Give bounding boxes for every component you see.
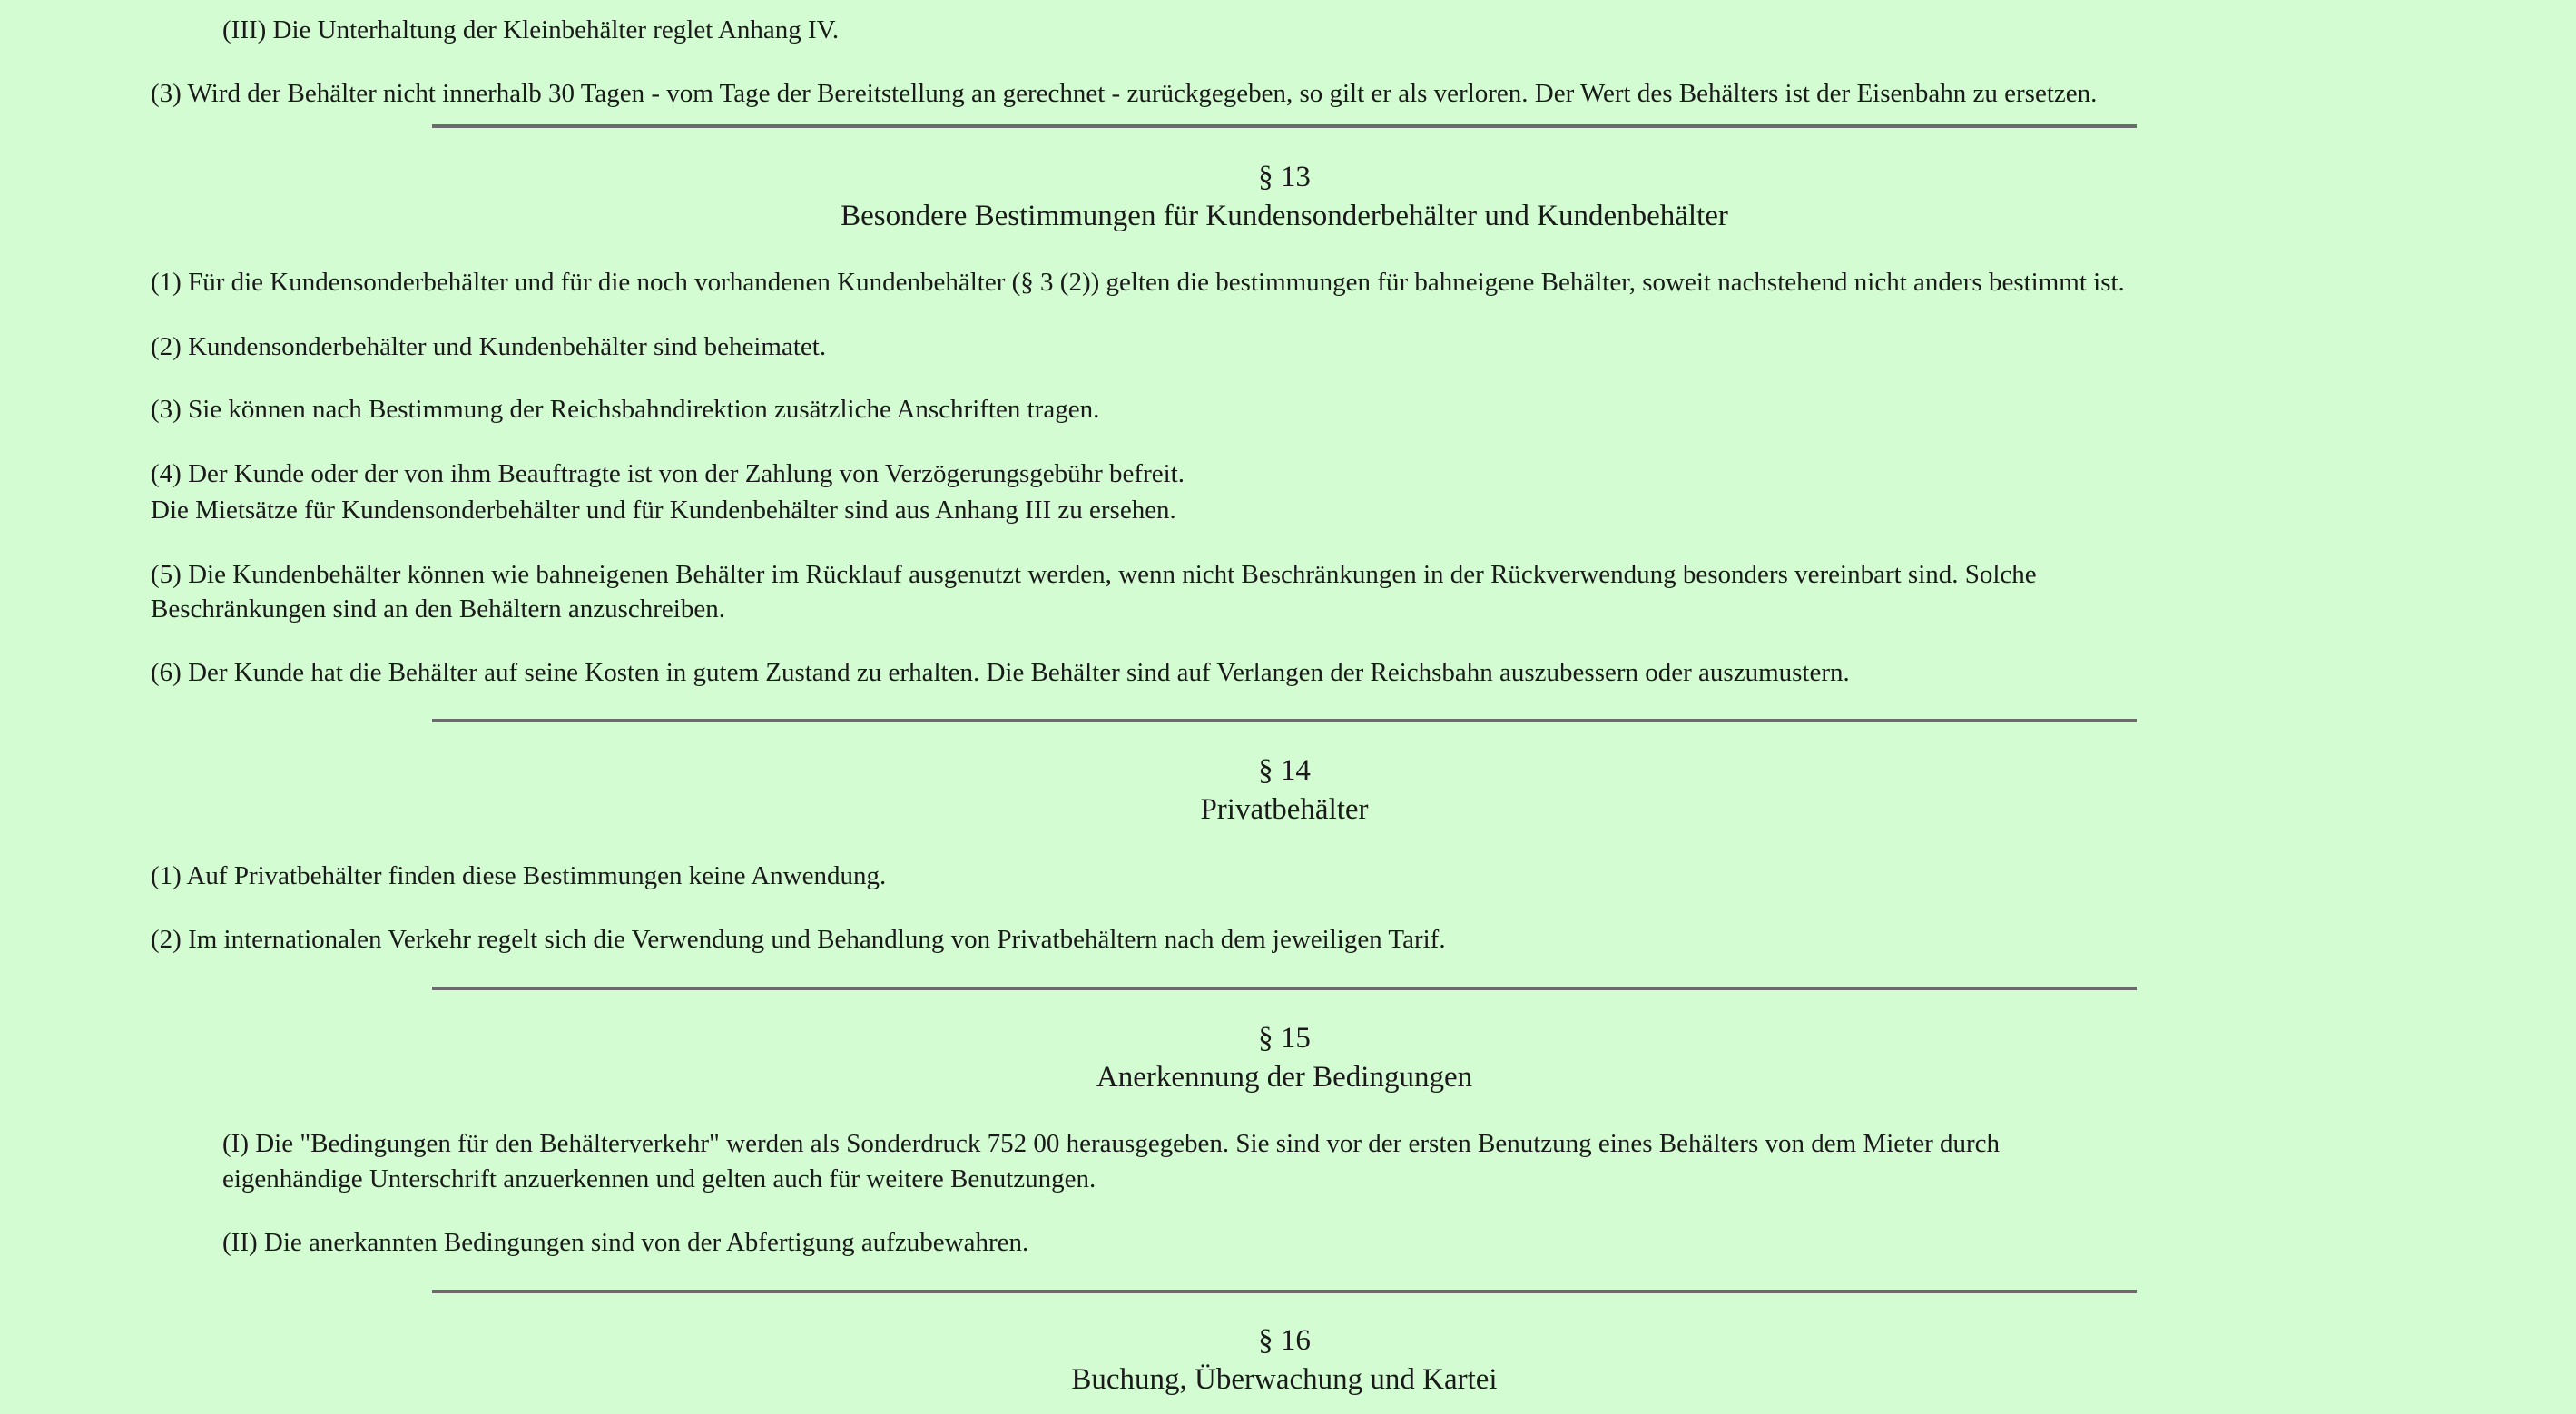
section-divider	[432, 124, 2137, 128]
section-16-title: Buchung, Überwachung und Kartei	[1071, 1363, 1498, 1396]
s14-paragraph-1: (1) Auf Privatbehälter finden diese Bestimmungen keine Anwendung.	[151, 861, 887, 890]
section-16-number: § 16	[1258, 1324, 1311, 1357]
s15-paragraph-I-line-1: (I) Die "Bedingungen für den Behälterverkehr" werden als Sonderdruck 752 00 herausgegeben. Sie sind vor der ersten Benutzung eines Behälters von dem Mieter durch	[222, 1129, 2001, 1158]
s13-paragraph-6: (6) Der Kunde hat die Behälter auf seine Kosten in gutem Zustand zu erhalten. Die Behälter sind auf Verlangen der Reichsbahn auszubessern oder auszumustern.	[151, 658, 1850, 687]
section-14-number: § 14	[1258, 754, 1311, 787]
s13-paragraph-1: (1) Für die Kundensonderbehälter und für die noch vorhandenen Kundenbehälter (§ 3 (2)) gelten die bestimmungen für bahneigene Behälter, soweit nachstehend nicht anders bestimmt ist.	[151, 268, 2125, 297]
s13-paragraph-5-line-2: Beschränkungen sind an den Behältern anzuschreiben.	[151, 594, 725, 624]
section-13-number: § 13	[1258, 161, 1311, 193]
section-14-title: Privatbehälter	[1200, 793, 1369, 826]
s13-paragraph-2: (2) Kundensonderbehälter und Kundenbehälter sind beheimatet.	[151, 332, 827, 361]
s13-paragraph-4-line-2: Die Mietsätze für Kundensonderbehälter und für Kundenbehälter sind aus Anhang III zu ersehen.	[151, 496, 1176, 525]
s13-paragraph-3: (3) Sie können nach Bestimmung der Reichsbahndirektion zusätzliche Anschriften tragen.	[151, 395, 1100, 424]
section-15-title: Anerkennung der Bedingungen	[1096, 1061, 1473, 1094]
paragraph-3-container-lost: (3) Wird der Behälter nicht innerhalb 30 Tagen - vom Tage der Bereitstellung an gerechnet - zurückgegeben, so gilt er als verloren. Der Wert des Behälters ist der Eisenbahn zu ersetzen.	[151, 79, 2098, 108]
s15-paragraph-I-line-2: eigenhändige Unterschrift anzuerkennen und gelten auch für weitere Benutzungen.	[222, 1164, 1096, 1193]
section-15-number: § 15	[1258, 1022, 1311, 1055]
section-13-title: Besondere Bestimmungen für Kundensonderbehälter und Kundenbehälter	[841, 200, 1728, 232]
s13-paragraph-4-line-1: (4) Der Kunde oder der von ihm Beauftragte ist von der Zahlung von Verzögerungsgebühr befreit.	[151, 459, 1185, 488]
section-divider	[432, 1290, 2137, 1293]
s15-paragraph-II: (II) Die anerkannten Bedingungen sind von der Abfertigung aufzubewahren.	[222, 1228, 1029, 1257]
section-divider	[432, 987, 2137, 990]
paragraph-III-maintenance: (III) Die Unterhaltung der Kleinbehälter reglet Anhang IV.	[222, 15, 840, 44]
section-divider	[432, 719, 2137, 722]
s13-paragraph-5-line-1: (5) Die Kundenbehälter können wie bahneigenen Behälter im Rücklauf ausgenutzt werden, wenn nicht Beschränkungen in der Rückverwendung besonders vereinbart sind. Solche	[151, 560, 2037, 589]
s14-paragraph-2: (2) Im internationalen Verkehr regelt sich die Verwendung und Behandlung von Privatbehältern nach dem jeweiligen Tarif.	[151, 925, 1446, 954]
